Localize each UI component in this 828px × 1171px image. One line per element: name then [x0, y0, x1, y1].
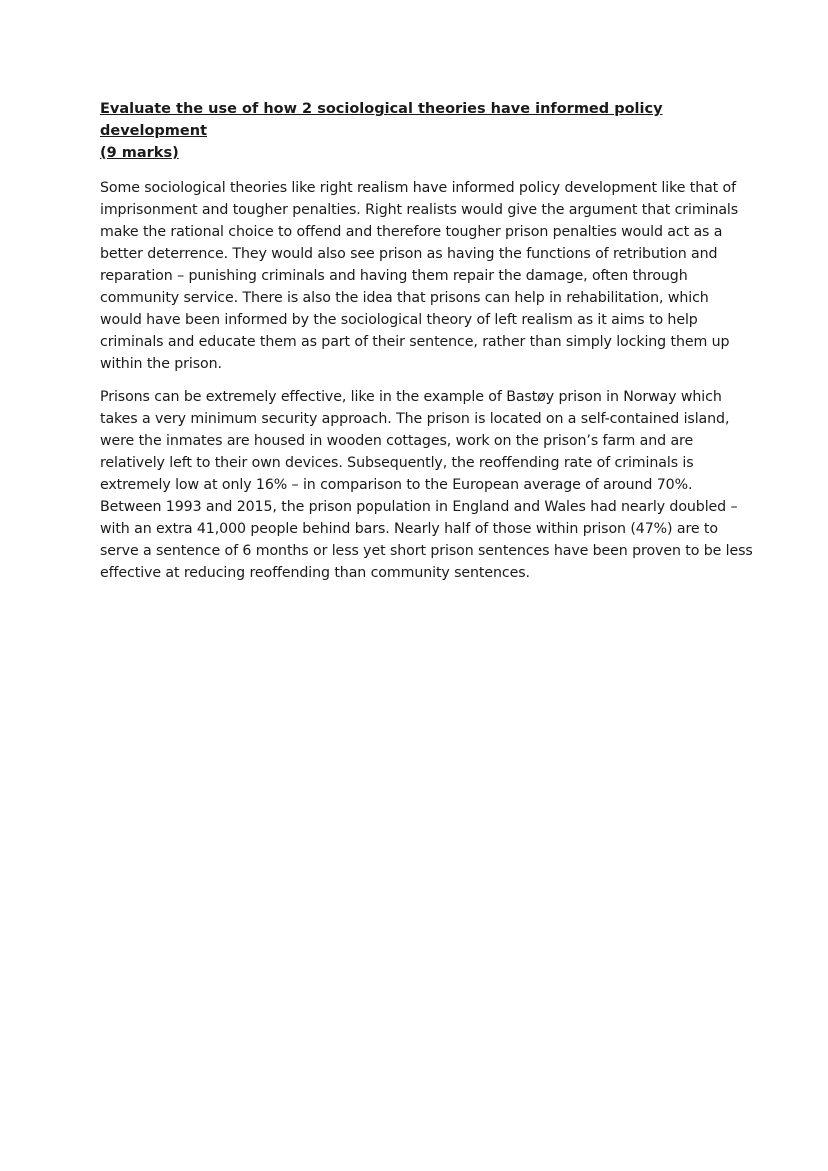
essay-title [100, 98, 730, 164]
text-line: Prisons can be extremely effective, like in the example of Bastøy prison in Norway which [100, 389, 722, 405]
paragraph-prisons [100, 386, 753, 584]
title-line: Evaluate the use of how 2 sociological theories have informed policy development [100, 101, 663, 139]
text-line: better deterrence. They would also see prison as having the functions of retribution and [100, 246, 718, 262]
text-line: were the inmates are housed in wooden cottages, work on the prison’s farm and are [100, 433, 694, 449]
text-line: Some sociological theories like right realism have informed policy development like that of [100, 180, 737, 196]
text-line: takes a very minimum security approach. The prison is located on a self-contained island, [100, 411, 730, 427]
text-line: extremely low at only 16% – in comparison to the European average of around 70%. [100, 477, 693, 493]
text-line: effective at reducing reoffending than community sentences. [100, 565, 530, 581]
text-line: would have been informed by the sociological theory of left realism as it aims to help [100, 312, 698, 328]
text-line: serve a sentence of 6 months or less yet short prison sentences have been proven to be less [100, 543, 753, 559]
text-line: make the rational choice to offend and therefore tougher prison penalties would act as a [100, 224, 723, 240]
text-line: relatively left to their own devices. Subsequently, the reoffending rate of criminals is [100, 455, 694, 471]
text-line: Between 1993 and 2015, the prison population in England and Wales had nearly doubled – [100, 499, 738, 515]
text-line: criminals and educate them as part of their sentence, rather than simply locking them up [100, 334, 730, 350]
text-line: reparation – punishing criminals and having them repair the damage, often through [100, 268, 688, 284]
paragraph-theories [100, 177, 739, 375]
document-page [100, 98, 753, 584]
text-line: with an extra 41,000 people behind bars. Nearly half of those within prison (47%) are to [100, 521, 718, 537]
text-line: within the prison. [100, 356, 222, 372]
title-marks: (9 marks) [100, 145, 179, 161]
text-line: community service. There is also the idea that prisons can help in rehabilitation, which [100, 290, 709, 306]
text-line: imprisonment and tougher penalties. Right realists would give the argument that criminals [100, 202, 739, 218]
